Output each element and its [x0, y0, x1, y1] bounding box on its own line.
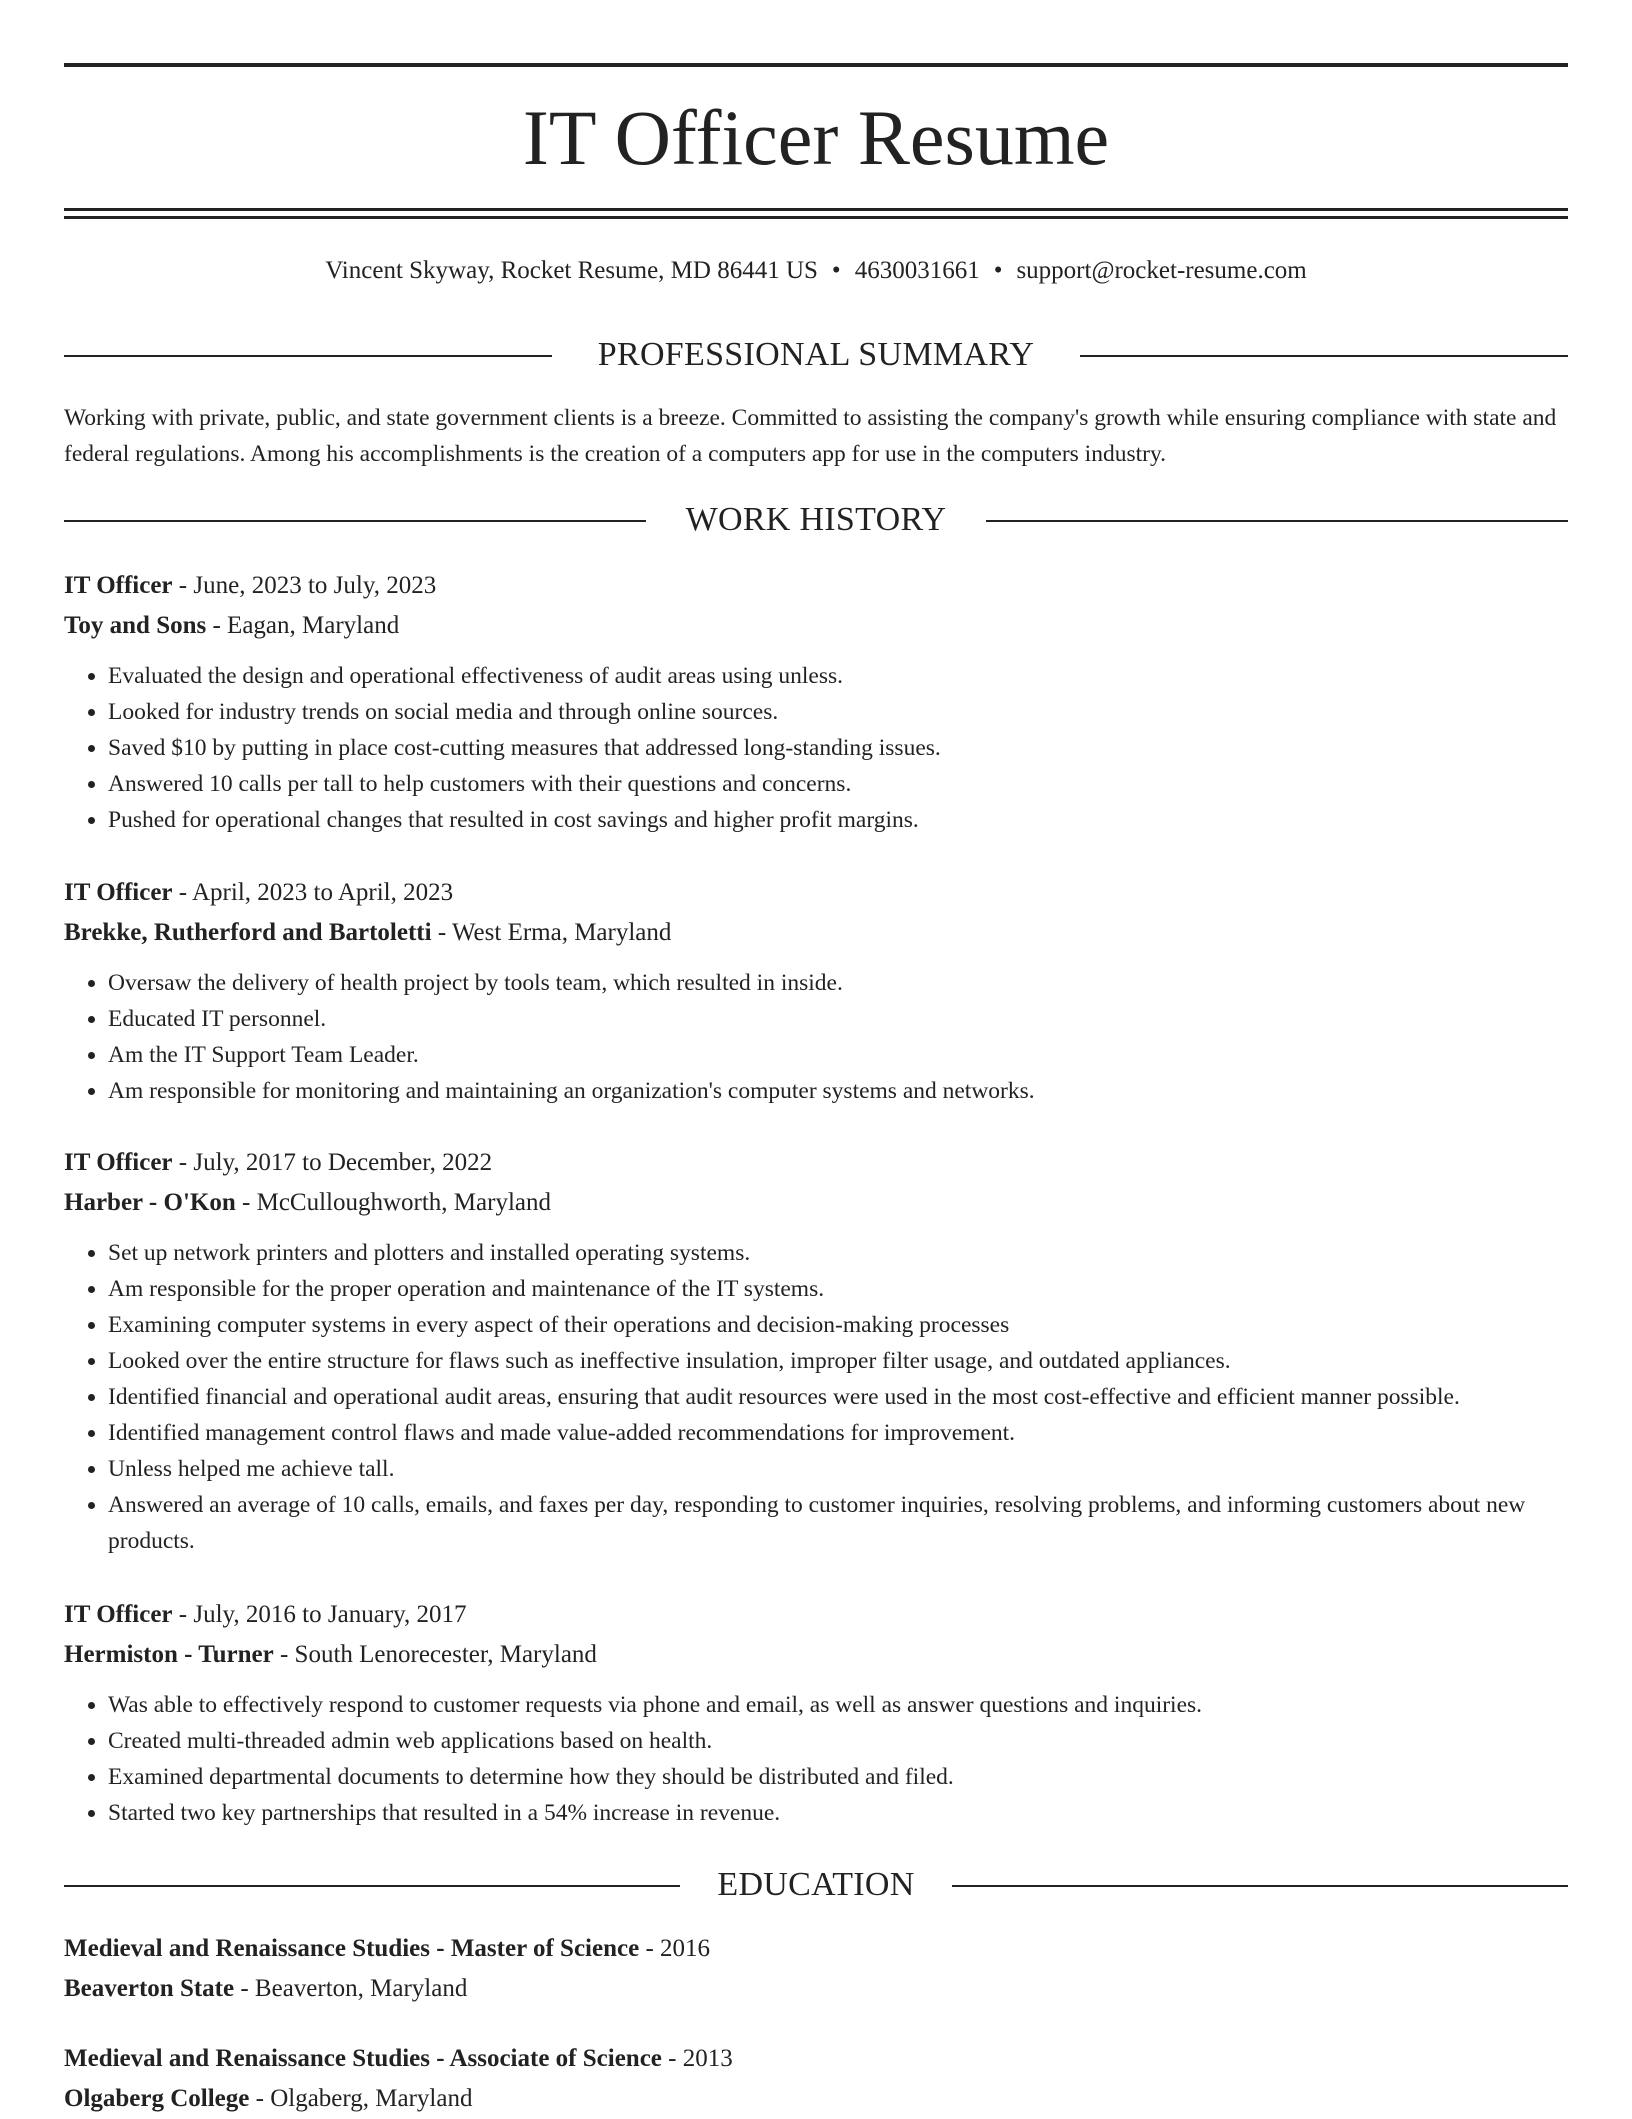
job-company: Toy and Sons	[64, 612, 207, 639]
list-item: • Answered 10 calls per tall to help customers with their questions and concerns.	[108, 766, 1568, 802]
section-title: EDUCATION	[717, 1866, 915, 1903]
list-item: • Evaluated the design and operational effectiveness of audit areas using unless.	[108, 658, 1568, 694]
job-company-line	[64, 606, 1568, 646]
list-item: • Identified financial and operational audit areas, ensuring that audit resources were used in the most cost-effective and efficient manner possible.	[108, 1379, 1568, 1415]
job-company-line	[64, 1635, 1568, 1675]
job-company-line	[64, 1183, 1568, 1223]
education-school-line	[64, 1969, 1568, 2009]
job-location: - South Lenorecester, Maryland	[273, 1641, 597, 1668]
job-entry	[64, 1143, 1568, 1559]
job-title-line	[64, 566, 1568, 606]
job-bullets	[64, 965, 1568, 1109]
education-school-line	[64, 2079, 1568, 2119]
job-company-line	[64, 913, 1568, 953]
contact-separator: •	[993, 257, 1003, 284]
job-title-line	[64, 873, 1568, 913]
education-year: - 2016	[639, 1935, 711, 1962]
job-title: IT Officer	[64, 879, 173, 906]
job-location: - Eagan, Maryland	[206, 612, 400, 639]
top-rule	[64, 63, 1568, 67]
job-title: IT Officer	[64, 572, 173, 599]
job-entry	[64, 873, 1568, 1109]
list-item: • Was able to effectively respond to customer requests via phone and email, as well as answer questions and inquiries.	[108, 1687, 1568, 1723]
job-title-line	[64, 1595, 1568, 1635]
list-item: • Looked for industry trends on social media and through online sources.	[108, 694, 1568, 730]
job-bullets	[64, 1687, 1568, 1831]
job-company: Hermiston - Turner	[64, 1641, 274, 1668]
education-location: - Beaverton, Maryland	[234, 1975, 468, 2002]
list-item: • Am the IT Support Team Leader.	[108, 1037, 1568, 1073]
job-bullets	[64, 1235, 1568, 1559]
education-degree-line	[64, 2039, 1568, 2079]
job-dates: - June, 2023 to July, 2023	[172, 572, 437, 599]
job-dates: - April, 2023 to April, 2023	[172, 879, 454, 906]
list-item: • Pushed for operational changes that resulted in cost savings and higher profit margins.	[108, 802, 1568, 838]
job-location: - West Erma, Maryland	[431, 919, 672, 946]
job-bullets	[64, 658, 1568, 838]
job-title-line	[64, 1143, 1568, 1183]
list-item: • Saved $10 by putting in place cost-cutting measures that addressed long-standing issues.	[108, 730, 1568, 766]
job-location: - McCulloughworth, Maryland	[235, 1189, 551, 1216]
contact-separator: •	[831, 257, 841, 284]
job-dates: - July, 2017 to December, 2022	[172, 1149, 493, 1176]
section-header-work	[64, 500, 1568, 540]
education-entry	[64, 2039, 1568, 2119]
job-entry	[64, 1595, 1568, 1831]
job-entry	[64, 566, 1568, 838]
job-dates: - July, 2016 to January, 2017	[172, 1601, 467, 1628]
title-rule-upper	[64, 208, 1568, 211]
section-title: WORK HISTORY	[685, 501, 947, 538]
contact-phone: 4630031661	[854, 257, 980, 284]
education-degree: Medieval and Renaissance Studies - Master of Science	[64, 1935, 640, 1962]
contact-email: support@rocket-resume.com	[1016, 257, 1307, 284]
education-degree-line	[64, 1929, 1568, 1969]
list-item: • Answered an average of 10 calls, emails, and faxes per day, responding to customer inquiries, resolving problems, and informing customers about new products.	[108, 1487, 1568, 1559]
page-title: IT Officer Resume	[522, 94, 1110, 181]
section-header-education	[64, 1865, 1568, 1905]
section-title: PROFESSIONAL SUMMARY	[597, 336, 1035, 373]
list-item: • Created multi-threaded admin web applications based on health.	[108, 1723, 1568, 1759]
education-location: - Olgaberg, Maryland	[249, 2085, 473, 2112]
list-item: • Am responsible for the proper operation and maintenance of the IT systems.	[108, 1271, 1568, 1307]
title-rule-lower	[64, 216, 1568, 219]
list-item: • Examined departmental documents to determine how they should be distributed and filed.	[108, 1759, 1568, 1795]
job-company: Harber - O'Kon	[64, 1189, 236, 1216]
education-school: Olgaberg College	[64, 2085, 250, 2112]
list-item: • Am responsible for monitoring and maintaining an organization's computer systems and networks.	[108, 1073, 1568, 1109]
list-item: • Identified management control flaws and made value-added recommendations for improvement.	[108, 1415, 1568, 1451]
contact-address: Vincent Skyway, Rocket Resume, MD 86441 US	[325, 257, 818, 284]
list-item: • Started two key partnerships that resulted in a 54% increase in revenue.	[108, 1795, 1568, 1831]
list-item: • Set up network printers and plotters and installed operating systems.	[108, 1235, 1568, 1271]
list-item: • Examining computer systems in every aspect of their operations and decision-making processes	[108, 1307, 1568, 1343]
list-item: • Looked over the entire structure for flaws such as ineffective insulation, improper filter usage, and outdated appliances.	[108, 1343, 1568, 1379]
summary-text: Working with private, public, and state government clients is a breeze. Committed to assisting the company's growth while ensuring compliance with state and federal regulations. Among his accomplishments is the creation of a computers app for use in the computers industry.	[64, 405, 1557, 467]
list-item: • Unless helped me achieve tall.	[108, 1451, 1568, 1487]
list-item: • Educated IT personnel.	[108, 1001, 1568, 1037]
contact-line	[64, 254, 1568, 288]
education-degree: Medieval and Renaissance Studies - Associate of Science	[64, 2045, 662, 2072]
list-item: • Oversaw the delivery of health project by tools team, which resulted in inside.	[108, 965, 1568, 1001]
job-title: IT Officer	[64, 1149, 173, 1176]
education-entry	[64, 1929, 1568, 2009]
education-school: Beaverton State	[64, 1975, 235, 2002]
section-header-summary	[64, 335, 1568, 375]
job-company: Brekke, Rutherford and Bartoletti	[64, 919, 432, 946]
education-year: - 2013	[661, 2045, 733, 2072]
job-title: IT Officer	[64, 1601, 173, 1628]
